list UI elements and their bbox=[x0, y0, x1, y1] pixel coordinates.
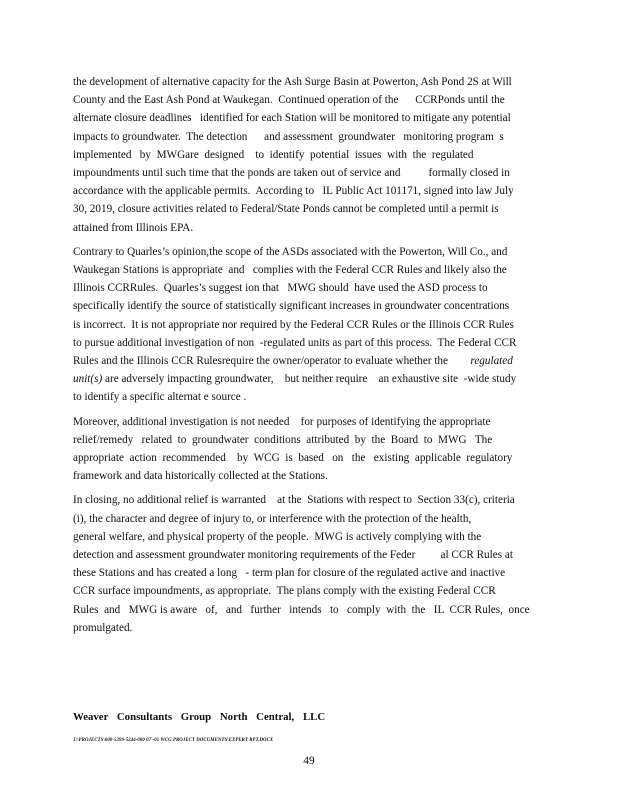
text-line: implemented by MWGare designed to identify potential issues with the regulated bbox=[73, 148, 474, 161]
text-line bbox=[73, 370, 543, 388]
text-fragment: Rules and the Illinois CCR Rulesrequire the owner/operator to evaluate whether the bbox=[73, 355, 448, 368]
body-text bbox=[73, 73, 543, 643]
text-line: Rules and MWG is aware of, and further intends to comply with the IL CCR Rules, once bbox=[73, 603, 530, 616]
text-line: 30, 2019, closure activities related to Federal/State Ponds cannot be completed until a permit is bbox=[73, 203, 499, 216]
page-number: 49 bbox=[303, 755, 315, 767]
text-line: attained from Illinois EPA. bbox=[73, 221, 194, 234]
text-line: detection and assessment groundwater monitoring requirements of the Feder al CCR Rules at bbox=[73, 549, 513, 562]
text-line: accordance with the applicable permits. According to IL Public Act 101171, signed into law July bbox=[73, 185, 514, 198]
text-line: specifically identify the source of statistically significant increases in groundwater concentrations bbox=[73, 300, 510, 313]
text-line: these Stations and has created a long - term plan for closure of the regulated active and inactive bbox=[73, 567, 506, 580]
paragraph-4 bbox=[73, 491, 543, 637]
text-line: Illinois CCRRules. Quarles’s suggest ion that MWG should have used the ASD process to bbox=[73, 282, 488, 295]
footer-firm-name: Weaver Consultants Group North Central, LLC bbox=[73, 711, 326, 723]
text-line: general welfare, and physical property of the people. MWG is actively complying with the bbox=[73, 530, 482, 543]
text-line: CCR surface impoundments, as appropriate. The plans comply with the existing Federal CCR bbox=[73, 585, 496, 598]
text-line: Waukegan Stations is appropriate and complies with the Federal CCR Rules and likely also the bbox=[73, 264, 507, 277]
text-line bbox=[73, 352, 543, 370]
text-line: to identify a specific alternat e source . bbox=[73, 391, 247, 404]
text-line: Contrary to Quarles’s opinion,the scope of the ASDs associated with the Powerton, Will Co., and bbox=[73, 245, 508, 258]
text-line: In closing, no additional relief is warranted at the Stations with respect to Section 33(c), criteria bbox=[73, 494, 515, 507]
text-line: alternate closure deadlines identified for each Station will be monitored to mitigate any potential bbox=[73, 112, 511, 125]
text-line: to pursue additional investigation of non -regulated units as part of this process. The Federal CCR bbox=[73, 336, 517, 349]
text-line: impacts to groundwater. The detection and assessment groundwater monitoring program s bbox=[73, 130, 504, 143]
text-line: promulgated. bbox=[73, 621, 133, 634]
text-line: impoundments until such time that the ponds are taken out of service and formally closed in bbox=[73, 167, 510, 180]
text-line: relief/remedy related to groundwater conditions attributed by the Board to MWG The bbox=[73, 433, 493, 446]
paragraph-1 bbox=[73, 73, 543, 237]
emphasis-units: unit(s) bbox=[73, 373, 103, 386]
footer-file-path: J:\PROJECTS\000-5399-5244-000 07 -01 WCG PROJECT DOCUMENTS\EXPERT RPT.DOCX bbox=[73, 738, 274, 743]
paragraph-3 bbox=[73, 413, 543, 486]
text-fragment: are adversely impacting groundwater, but neither require an exhaustive site -wide study bbox=[105, 373, 517, 386]
emphasis-regulated: regulated bbox=[470, 355, 513, 368]
paragraph-2 bbox=[73, 243, 543, 407]
text-line: is incorrect. It is not appropriate nor required by the Federal CCR Rules or the Illinois CCR Rules bbox=[73, 318, 514, 331]
text-line: Moreover, additional investigation is not needed for purposes of identifying the appropriate bbox=[73, 415, 491, 428]
text-line: the development of alternative capacity for the Ash Surge Basin at Powerton, Ash Pond 2S at Will bbox=[73, 76, 512, 88]
text-line: County and the East Ash Pond at Waukegan. Continued operation of the CCRPonds until the bbox=[73, 94, 505, 107]
text-line: framework and data historically collected at the Stations. bbox=[73, 470, 328, 483]
text-line: (i), the character and degree of injury to, or interference with the protection of the health, bbox=[73, 512, 472, 525]
text-line: appropriate action recommended by WCG is based on the existing applicable regulatory bbox=[73, 452, 513, 465]
